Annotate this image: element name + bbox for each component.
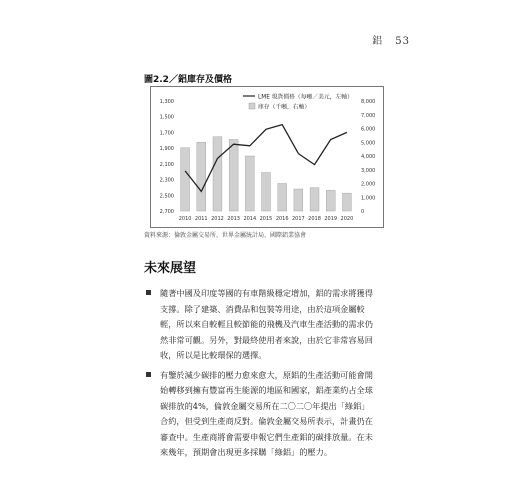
x-axis-tick-label: 2012: [211, 216, 224, 222]
inventory-price-chart: [151, 87, 383, 227]
right-axis-tick-label: 3,000: [361, 167, 376, 174]
bullet-line: 碳排放的4%，倫敦金屬交易所在二〇二〇年提出「綠鋁」: [160, 400, 370, 411]
inventory-bar: [245, 156, 254, 211]
x-axis-tick-label: 2014: [243, 216, 257, 222]
figure-source: 資料來源：倫敦金屬交易所、世界金屬統計局、國際鋁業協會: [144, 232, 307, 239]
bullet-line: 合約，但受到生產商反對。倫敦金屬交易所表示，計畫仍在: [160, 416, 373, 426]
left-axis-tick-label: 1,700: [159, 130, 174, 137]
inventory-bar: [294, 189, 303, 211]
inventory-bar: [262, 173, 271, 212]
right-axis-tick-label: 4,000: [361, 154, 376, 160]
bullet-line: 有鑒於減少碳排的壓力愈來愈大，原鋁的生產活動可能會開: [160, 369, 373, 380]
figure-title: 圖2.2／鋁庫存及價格: [144, 75, 232, 85]
right-axis-tick-label: 7,000: [361, 112, 376, 119]
bullet-line: 輕，所以來自較輕且較節能的飛機及汽車生產活動的需求仍: [160, 319, 373, 329]
x-axis-tick-label: 2016: [275, 216, 289, 222]
legend: [243, 93, 353, 111]
bullet-item: [146, 286, 382, 364]
chart-frame: [150, 86, 384, 228]
legend-bar-swatch: [249, 103, 255, 109]
right-axis-tick-label: 2,000: [361, 181, 376, 188]
bullet-line: 始轉移到擁有豐富再生能源的地區和國家，鋁產業約占全球: [160, 385, 373, 395]
left-axis-tick-label: 1,300: [159, 99, 174, 105]
bullet-line: 隨著中國及印度等國的有車階級穩定增加，鋁的需求將獲得: [160, 288, 373, 298]
bullet-list: [146, 286, 382, 465]
section-title: 未來展望: [144, 261, 197, 276]
inventory-bar: [213, 137, 222, 211]
running-header: [372, 32, 410, 47]
x-axis-tick-label: 2013: [227, 216, 241, 222]
right-axis-tick-label: 0: [361, 209, 365, 215]
inventory-bar: [278, 184, 287, 212]
inventory-bar: [181, 148, 190, 211]
x-axis-tick-label: 2018: [308, 216, 321, 222]
legend-label-price: LME 現貨價格（每噸／美元，左軸）: [258, 94, 353, 101]
bullet-line: 收，所以是比較環保的選擇。: [160, 350, 267, 360]
left-axis-tick-label: 2,700: [159, 209, 174, 215]
x-axis-tick-label: 2010: [178, 216, 192, 222]
x-axis-tick-label: 2017: [291, 216, 305, 222]
left-axis-tick-label: 1,500: [159, 114, 174, 121]
right-axis-tick-label: 5,000: [361, 140, 376, 147]
bullet-line: 然非常可觀。另外，對最終使用者來說，由於它非常容易回: [160, 334, 373, 345]
x-axis-tick-label: 2011: [194, 216, 208, 222]
inventory-bar: [342, 193, 351, 211]
x-axis-tick-label: 2019: [324, 216, 338, 222]
right-axis-tick-label: 1,000: [361, 195, 376, 202]
bullet-line: 審查中。生產商將會需要申報它們生產鋁的碳排放量。在未: [160, 431, 373, 442]
x-axis-tick-label: 2020: [340, 216, 354, 222]
page-number: 53: [395, 36, 410, 47]
chapter-label: 鋁: [372, 36, 384, 47]
bullet-line: 來幾年，預期會出現更多採購「綠鋁」的壓力。: [160, 447, 332, 457]
legend-label-inventory: 庫存（千噸，右軸）: [258, 104, 311, 111]
left-axis-tick-label: 1,900: [159, 146, 174, 153]
x-axis-tick-label: 2015: [259, 216, 273, 222]
left-axis-tick-label: 2,500: [159, 193, 174, 200]
bullet-square-icon: [146, 372, 151, 377]
inventory-bar: [197, 142, 206, 211]
bullet-line: 支撐。除了建築、消費品和包裝等用途，由於這項金屬較: [160, 303, 365, 314]
left-axis-tick-label: 2,300: [159, 177, 174, 184]
right-axis-tick-label: 6,000: [361, 126, 376, 133]
inventory-bar: [310, 188, 319, 211]
bullet-square-icon: [146, 290, 151, 295]
right-axis-tick-label: 8,000: [361, 99, 376, 105]
bullet-item: [146, 368, 382, 461]
left-axis-tick-label: 2,100: [159, 161, 174, 168]
inventory-bar: [326, 190, 335, 211]
inventory-bar: [229, 140, 238, 212]
